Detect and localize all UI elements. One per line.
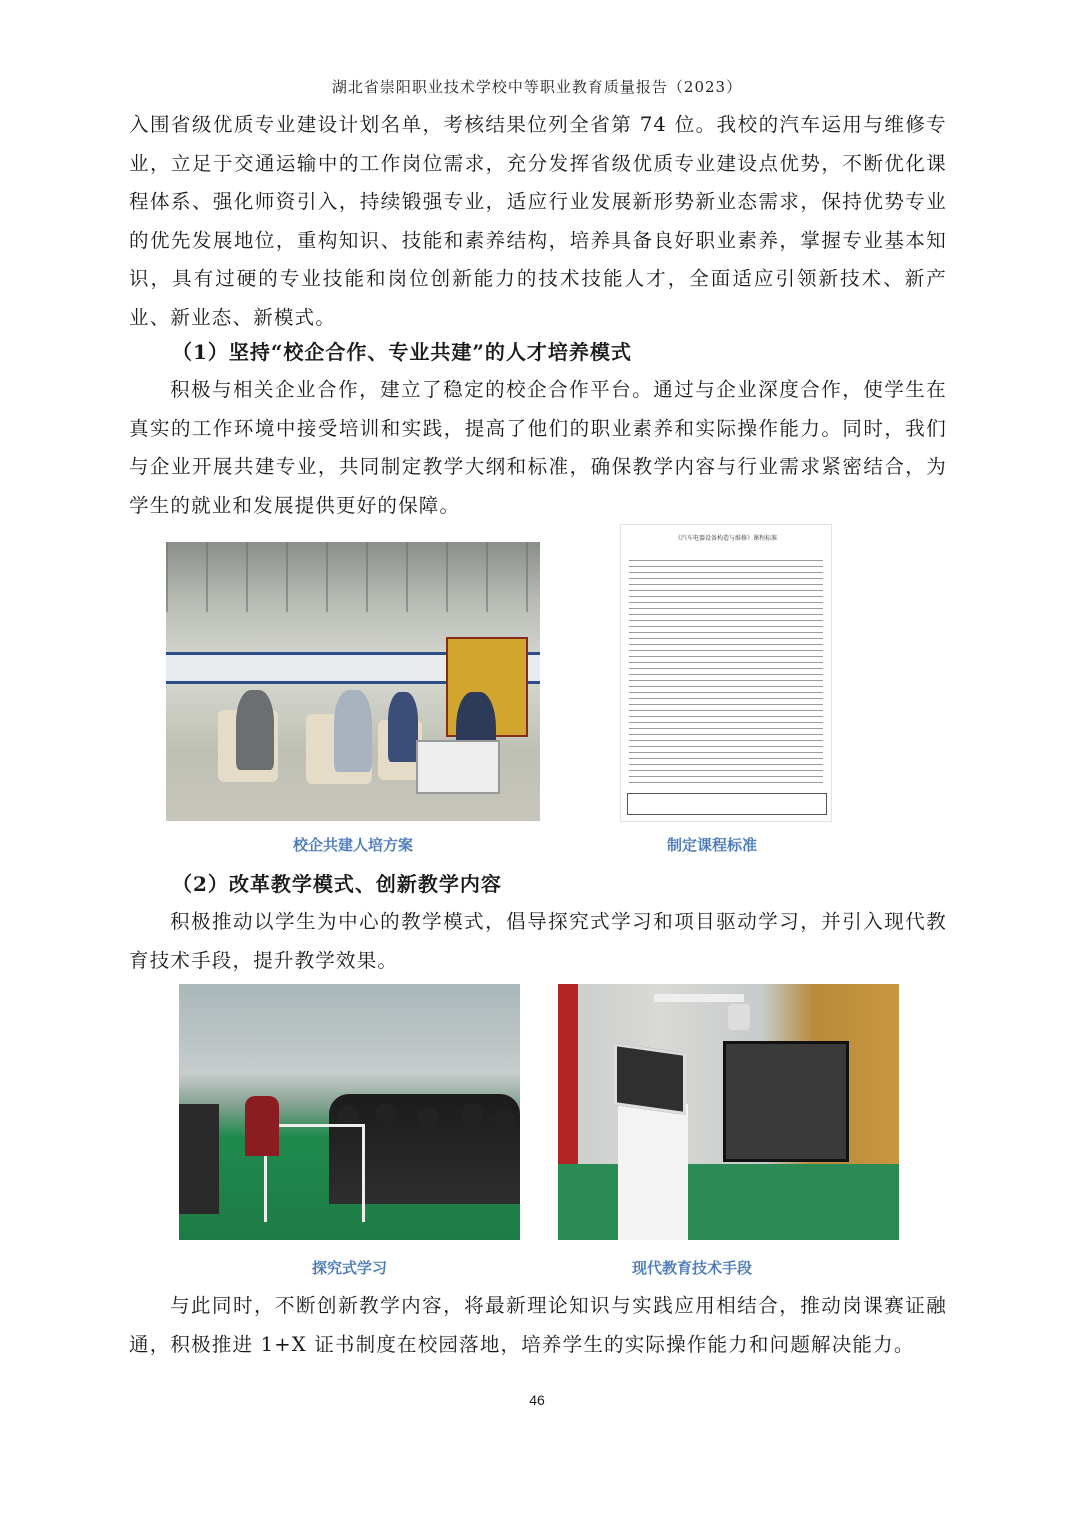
paragraph-3: 积极推动以学生为中心的教学模式，倡导探究式学习和项目驱动学习，并引入现代教育技术手段，提升教学效果。 bbox=[129, 910, 947, 972]
paragraph-2: 积极与相关企业合作，建立了稳定的校企合作平台。通过与企业深度合作，使学生在真实的工作环境中接受培训和实践，提高了他们的职业素养和实际操作能力。同时，我们与企业开展共建专业，共同制定教学大纲和标准，确保教学内容与行业需求紧密结合，为学生的就业和发展提供更好的保障。 bbox=[129, 378, 947, 517]
caption-meeting: 校企共建人培方案 bbox=[292, 836, 413, 854]
paragraph-1: 入围省级优质专业建设计划名单，考核结果位列全省第 74 位。我校的汽车运用与维修专业，立足于交通运输中的工作岗位需求，充分发挥省级优质专业建设点优势，不断优化课程体系、强化师资引入，持续锻强专业，适应行业发展新形势新业态需求，保持优势专业的优先发展地位，重构知识、技能和素养结构，培养具备良好职业素养，掌握专业基本知识，具有过硬的专业技能和岗位创新能力的技术技能人才，全面适应引领新技术、新产业、新业态、新模式。 bbox=[129, 113, 947, 329]
paragraph-4: 与此同时，不断创新教学内容，将最新理论知识与实践应用相结合，推动岗课赛证融通，积极推进 1+X 证书制度在校园落地，培养学生的实际操作能力和问题解决能力。 bbox=[129, 1294, 947, 1356]
caption-course-standard: 制定课程标准 bbox=[666, 836, 757, 854]
document-title: 《汽车电器设备构造与维修》课程标准 bbox=[674, 535, 777, 542]
photo-school-enterprise-meeting bbox=[166, 542, 540, 821]
caption-inquiry-learning: 探究式学习 bbox=[311, 1259, 387, 1277]
photo-course-standard-document bbox=[620, 524, 832, 822]
photo-inquiry-learning bbox=[179, 984, 520, 1240]
section-heading-2: （2）改革教学模式、创新教学内容 bbox=[172, 872, 502, 896]
page-header: 湖北省崇阳职业技术学校中等职业教育质量报告（2023） bbox=[331, 78, 743, 96]
page-number: 46 bbox=[529, 1392, 545, 1408]
photo-smart-board bbox=[558, 984, 899, 1240]
caption-education-technology: 现代教育技术手段 bbox=[631, 1259, 752, 1277]
section-heading-1: （1）坚持“校企合作、专业共建”的人才培养模式 bbox=[172, 340, 632, 364]
